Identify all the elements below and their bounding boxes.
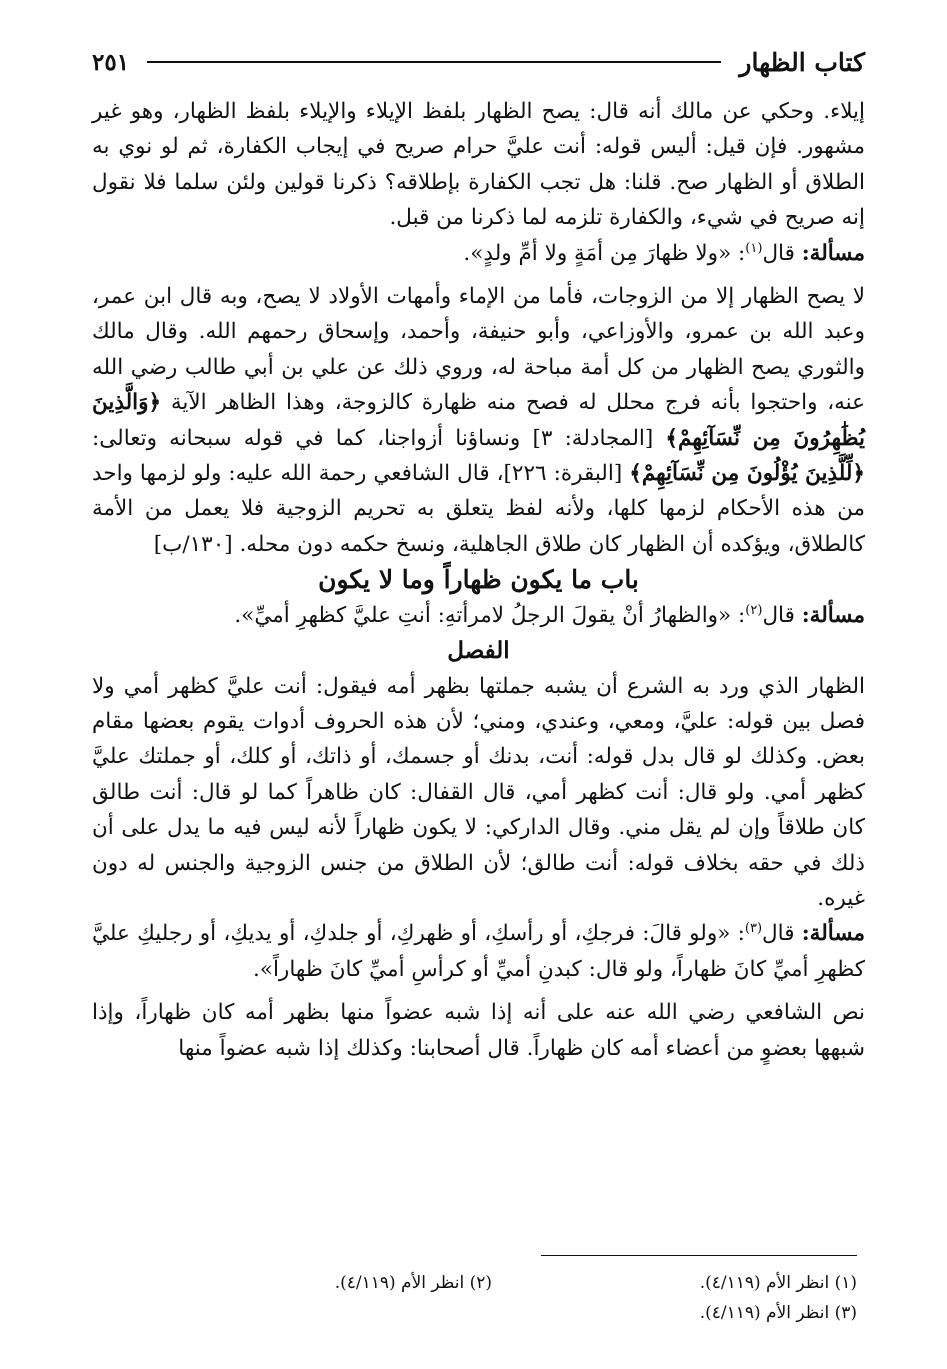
footnote-1: (١) انظر الأم (٤/١١٩). xyxy=(699,1273,857,1293)
masala-text: : «ولا ظهارَ مِن أمَةٍ ولا أمِّ ولدٍ». xyxy=(463,240,746,266)
quran-verse: ﴿وَالَّذِينَ يُظَٰهِرُونَ مِن نِّسَآئِهِمْ﴾ xyxy=(92,390,865,451)
masala-label: مسألة: xyxy=(801,602,865,628)
book-title: كتاب الظهار xyxy=(739,47,865,77)
footnote-rule xyxy=(541,1255,857,1256)
masala-label: مسألة: xyxy=(801,921,866,947)
paragraph: الظهار الذي ورد به الشرع أن يشبه جملتها بظهر أمه فيقول: أنت عليَّ كظهر أمي ولا فصل بين قوله: عليَّ، ومعي، وعندي، ومني؛ لأن هذه الحروف أدوات يقوم بعضها مقام بعض. وكذلك لو قال بدل قوله: أنت، بدنك أو جسمك، أو ذاتك، أو كلك، أو جملتك عليَّ كظهر أمي. ولو قال: أنت كظهر أمي، قال القفال: كان ظاهراً كما لو قال: أنت طالق كان طلاقاً وإن لم يقل مني. وقال الداركي: لا يكون ظهاراً لأنه ليس فيه ما يدل على أن ذلك في حقه بخلاف قوله: أنت طالق؛ لأن الطلاق من جنس الزوجية والجنس له دون غيره. xyxy=(92,673,865,911)
footnote-row xyxy=(84,1298,857,1328)
footnote-ref: (١) xyxy=(745,240,763,256)
footnotes xyxy=(84,1268,857,1328)
header-rule xyxy=(147,61,721,63)
masala-3 xyxy=(92,916,865,987)
qala-text: قال xyxy=(762,921,795,947)
paragraph: نص الشافعي رضي الله عنه على أنه إذا شبه عضواً منها بظهر أمه كان ظهاراً، وإذا شبهها بعضوٍ من أعضاء أمه كان ظهاراً. قال أصحابنا: وكذلك إذا شبه عضواً منها xyxy=(92,1000,865,1061)
qala-text: قال xyxy=(762,240,795,266)
footnote-3: (٣) انظر الأم (٤/١١٩). xyxy=(699,1303,857,1323)
masala-text: : «والظهارُ أنْ يقولَ الرجلُ لامرأتهِ: أنتِ عليَّ كظهرِ أميِّ». xyxy=(234,602,746,628)
running-header xyxy=(92,44,865,80)
footnote-ref: (٢) xyxy=(745,602,763,618)
chapter-title: باب ما يكون ظهاراً وما لا يكون xyxy=(318,565,639,595)
masala-label: مسألة: xyxy=(801,240,865,266)
footnote-ref: (٣) xyxy=(744,921,763,937)
quran-verse: ﴿لِّلَّذِينَ يُؤْلُونَ مِن نِّسَآئِهِمْ﴾ xyxy=(629,461,865,487)
masala-text: : «ولو قالَ: فرجكِ، أو رأسكِ، أو ظهركِ، أو جلدكِ، أو يديكِ، أو رجليكِ عليَّ كظهرِ أميِّ كانَ ظهاراً، ولو قال: كبدنِ أميِّ أو كرأسِ أميِّ كانَ ظهاراً». xyxy=(92,921,865,982)
section-title: الفصل xyxy=(447,637,510,665)
footnote-row xyxy=(84,1268,857,1298)
qala-text: قال xyxy=(762,602,795,628)
paragraph: إيلاء. وحكي عن مالك أنه قال: يصح الظهار بلفظ الإيلاء والإيلاء بلفظ الظهار، وهو غير مشهور. فإن قيل: أليس قوله: أنت عليَّ حرام صريح في إيجاب الكفارة، ثم لو نوي به الطلاق أو الظهار صح. قلنا: هل تجب الكفارة بإطلاقه؟ ذكرنا قولين ولئن سلما فلا نقول إنه صريح في شيء، والكفارة تلزمه لما ذكرنا من قبل. xyxy=(92,99,865,231)
masala-1 xyxy=(92,236,865,271)
paragraph xyxy=(92,279,865,562)
paragraph-text: [المجادلة: ٣] ونساؤنا أزواجنا، كما في قوله سبحانه وتعالى: xyxy=(92,425,654,451)
footnote-2: (٢) انظر الأم (٤/١١٩). xyxy=(334,1273,492,1293)
paragraph-text: لا يصح الظهار إلا من الزوجات، فأما من الإماء وأمهات الأولاد لا يصح، وبه قال ابن عمر، وعبد الله بن عمرو، والأوزاعي، وأبو حنيفة، وأحمد، وإسحاق رحمهم الله. وقال مالك والثوري يصح الظهار من كل أمة مباحة له، وروي ذلك عن علي بن أبي طالب رضي الله عنه، واحتجوا بأنه فرج محلل له فصح منه ظهارة كالزوجة، وهذا الظاهر الآية xyxy=(92,284,865,416)
masala-2 xyxy=(92,598,865,633)
main-text xyxy=(92,94,865,1066)
page-number: ٢٥١ xyxy=(92,48,130,76)
paragraph-text: [البقرة: ٢٢٦]، قال الشافعي رحمة الله عليه: ولو لزمها واحد من هذه الأحكام لزمها كلها، ولأنه لفظ يتعلق به تحريم الزوجية فلا يعمل من الأمة كالطلاق، ويؤكده أن الظهار كان طلاق الجاهلية، ونسخ حكمه دون محله. [١٣٠/ب] xyxy=(92,461,865,557)
